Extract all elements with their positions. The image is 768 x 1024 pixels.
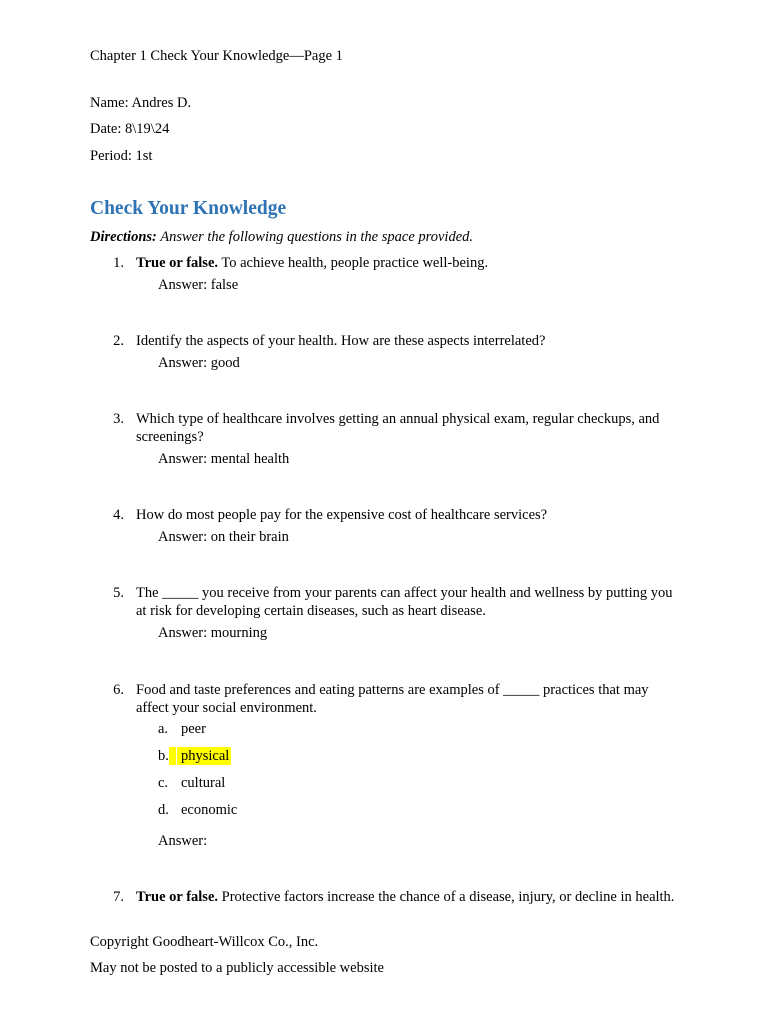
option-text-highlighted: [181, 747, 231, 765]
question-bold-prefix: True or false.: [136, 255, 219, 271]
section-heading: Check Your Knowledge: [90, 198, 287, 219]
question-number: 4.: [113, 507, 124, 523]
option-letter: [158, 747, 176, 765]
student-name: Name: Andres D.: [90, 95, 192, 111]
answer-line: Answer: good: [158, 355, 240, 371]
option-letter-text: b.: [158, 748, 169, 764]
question-text: The _____ you receive from your parents can affect your health and wellness by putting you at risk for developing certain diseases, such as heart disease.: [136, 585, 673, 619]
directions-text: Answer the following questions in the space provided.: [156, 229, 474, 245]
question-number: 1.: [113, 255, 124, 271]
question-text: How do most people pay for the expensive cost of healthcare services?: [136, 507, 548, 523]
directions: [90, 228, 473, 246]
question-text: Which type of healthcare involves getting an annual physical exam, regular checkups, and screenings?: [136, 411, 660, 445]
question-number: 6.: [113, 682, 124, 698]
student-period: Period: 1st: [90, 148, 153, 164]
page-header-title: Chapter 1 Check Your Knowledge—Page 1: [90, 48, 343, 64]
question-number: 2.: [113, 333, 124, 349]
question-number: 3.: [113, 411, 124, 427]
question-text: [136, 254, 676, 272]
question-bold-prefix: True or false.: [136, 889, 219, 905]
answer-line: Answer: mental health: [158, 451, 290, 467]
question-text: Identify the aspects of your health. How are these aspects interrelated?: [136, 333, 546, 349]
option-letter: a.: [158, 721, 169, 737]
option-text: peer: [181, 721, 206, 737]
question-body: Protective factors increase the chance of a disease, injury, or decline in health.: [218, 889, 675, 905]
answer-line: Answer:: [158, 833, 208, 849]
question-number: 5.: [113, 585, 124, 601]
option-text: economic: [181, 802, 238, 818]
option-text: cultural: [181, 775, 226, 791]
answer-line: Answer: mourning: [158, 625, 268, 641]
answer-line: Answer: on their brain: [158, 529, 289, 545]
footer-copyright: Copyright Goodheart-Willcox Co., Inc.: [90, 934, 319, 950]
option-letter: d.: [158, 802, 169, 818]
highlighted-answer: physical: [177, 747, 231, 765]
question-body: To achieve health, people practice well-being.: [218, 255, 489, 271]
question-text: [136, 888, 676, 906]
answer-line: Answer: false: [158, 277, 239, 293]
student-date: Date: 8\19\24: [90, 121, 170, 137]
question-text: Food and taste preferences and eating patterns are examples of _____ practices that may affect your social environment.: [136, 682, 649, 716]
highlight-gap: [169, 747, 176, 765]
question-number: 7.: [113, 889, 124, 905]
directions-label: Directions:: [90, 229, 157, 245]
footer-notice: May not be posted to a publicly accessible website: [90, 960, 384, 976]
option-letter: c.: [158, 775, 169, 791]
